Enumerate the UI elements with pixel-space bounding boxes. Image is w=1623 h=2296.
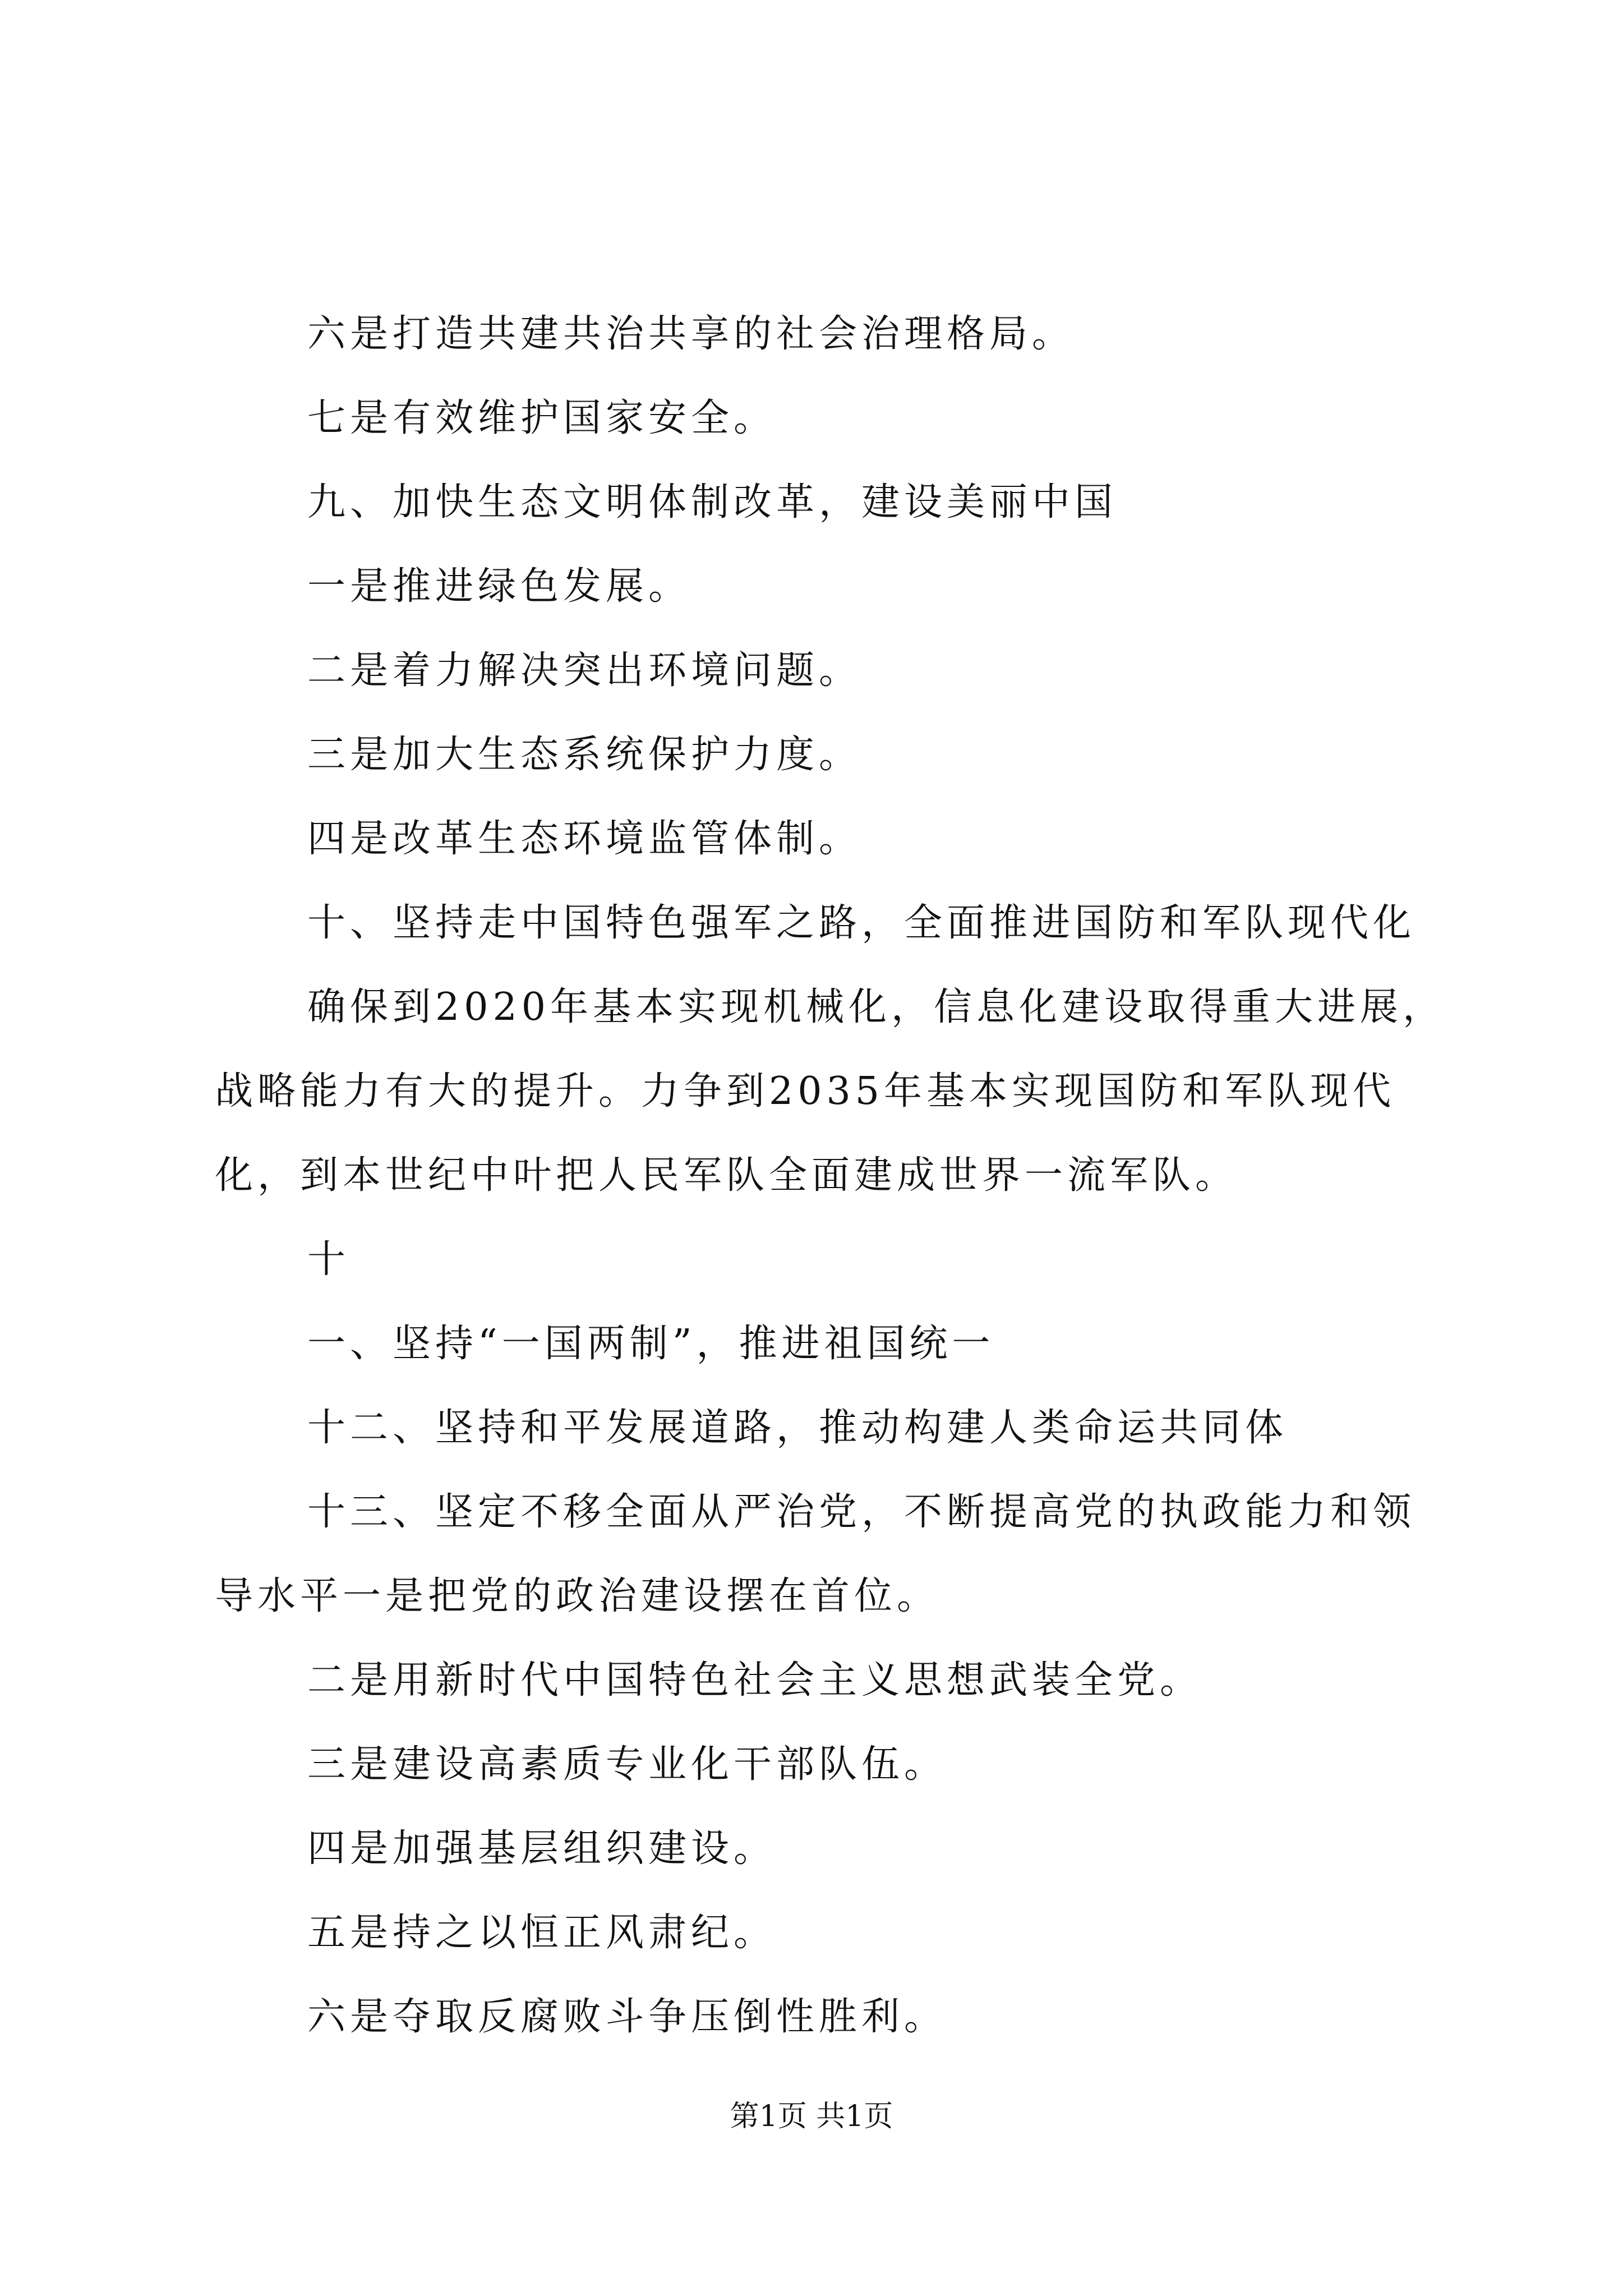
- text-line: 四是改革生态环境监管体制。: [307, 817, 862, 861]
- text-line: 七是有效维护国家安全。: [307, 396, 777, 440]
- text-line: 四是加强基层组织建设。: [307, 1826, 777, 1871]
- text-line: 六是打造共建共治共享的社会治理格局。: [307, 312, 1075, 356]
- text-line: 一是推进绿色发展。: [307, 564, 691, 609]
- section-heading: 十、坚持走中国特色强军之路，全面推进国防和军队现代化: [307, 901, 1416, 945]
- paragraph-line: 确保到2020年基本实现机械化，信息化建设取得重大进展，: [307, 985, 1446, 1029]
- section-heading: 十: [307, 1237, 351, 1282]
- section-heading: 九、加快生态文明体制改革，建设美丽中国: [307, 480, 1118, 524]
- text-line: 五是持之以恒正风肃纪。: [307, 1911, 777, 1955]
- paragraph-line: 战略能力有大的提升。力争到2035年基本实现国防和军队现代: [215, 1069, 1396, 1114]
- page-footer: 第1页 共1页: [730, 2100, 893, 2133]
- text-line: 六是夺取反腐败斗争压倒性胜利。: [307, 1995, 947, 2039]
- section-heading: 十三、坚定不移全面从严治党，不断提高党的执政能力和领: [307, 1490, 1416, 1534]
- section-heading: 一、坚持“一国两制”，推进祖国统一: [307, 1322, 995, 1366]
- text-line: 三是加大生态系统保护力度。: [307, 733, 862, 777]
- text-line: 二是着力解决突出环境问题。: [307, 648, 862, 693]
- paragraph-line: 导水平一是把党的政治建设摆在首位。: [215, 1574, 940, 1618]
- section-heading: 十二、坚持和平发展道路，推动构建人类命运共同体: [307, 1406, 1288, 1450]
- text-line: 二是用新时代中国特色社会主义思想武装全党。: [307, 1658, 1203, 1703]
- text-line: 三是建设高素质专业化干部队伍。: [307, 1742, 947, 1787]
- paragraph-line: 化，到本世纪中叶把人民军队全面建成世界一流军队。: [215, 1153, 1238, 1198]
